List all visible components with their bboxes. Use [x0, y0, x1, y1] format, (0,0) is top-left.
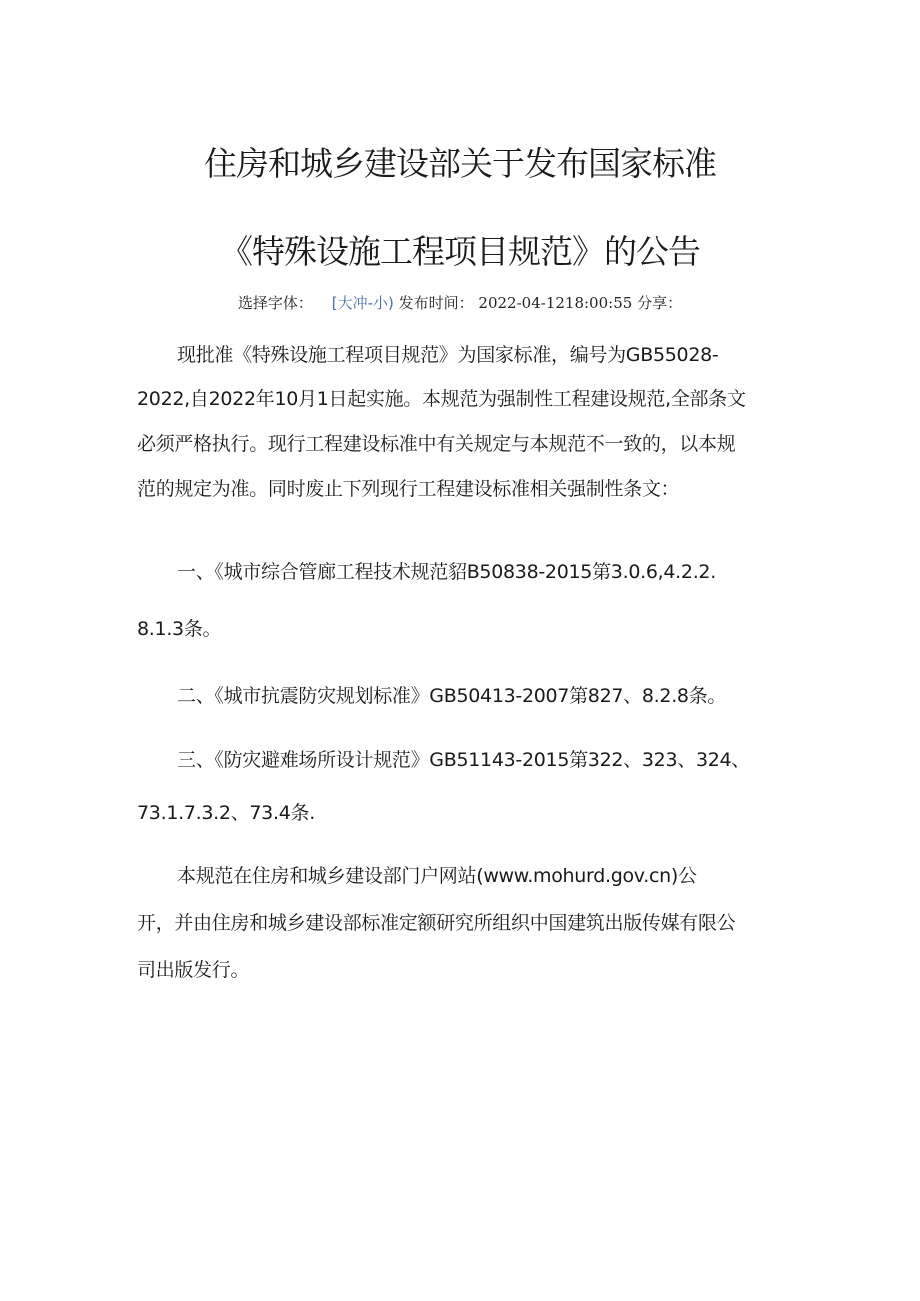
paragraph-2-line-2: 开，并由住房和城乡建设部标准定额研究所组织中国建筑出版传媒有限公 — [137, 912, 736, 934]
paragraph-1-line-4: 范的规定为准。同时废止下列现行工程建设标准相关强制性条文： — [137, 478, 680, 500]
page-title-line-2: 《特殊设施工程项目规范》的公告 — [220, 232, 700, 271]
share-label[interactable]: 分享： — [637, 294, 683, 312]
list-item-3-line-1: 三、《防灾避难场所设计规范》GB51143-2015第322、323、324、 — [177, 749, 751, 771]
page-title-line-1: 住房和城乡建设部关于发布国家标准 — [204, 144, 716, 183]
font-size-options-link[interactable]: [大冲-小) — [331, 294, 394, 312]
paragraph-1-line-3: 必须严格执行。现行工程建设标准中有关规定与本规范不一致的，以本规 — [137, 433, 736, 455]
list-item-1-line-2: 8.1.3条。 — [137, 618, 222, 640]
paragraph-1-line-1: 现批准《特殊设施工程项目规范》为国家标准，编号为GB55028- — [177, 344, 719, 366]
publish-time: 2022-04-1218:00:55 — [478, 294, 633, 312]
publish-time-label: 发布时间： — [398, 294, 474, 312]
paragraph-1-line-2: 2022,自2022年10月1日起实施。本规范为强制性工程建设规范,全部条文 — [137, 388, 746, 410]
font-size-label: 选择字体： — [237, 294, 313, 312]
list-item-1-line-1: 一、《城市综合管廊工程技术规范貂B50838-2015第3.0.6,4.2.2. — [177, 561, 716, 583]
paragraph-2-line-1: 本规范在住房和城乡建设部门户网站(www.mohurd.gov.cn)公 — [177, 865, 697, 887]
article-meta — [0, 292, 920, 313]
list-item-2: 二、《城市抗震防灾规划标准》GB50413-2007第827、8.2.8条。 — [177, 685, 727, 707]
paragraph-2-line-3: 司出版发行。 — [137, 959, 250, 981]
list-item-3-line-2: 73.1.7.3.2、73.4条. — [137, 802, 315, 824]
